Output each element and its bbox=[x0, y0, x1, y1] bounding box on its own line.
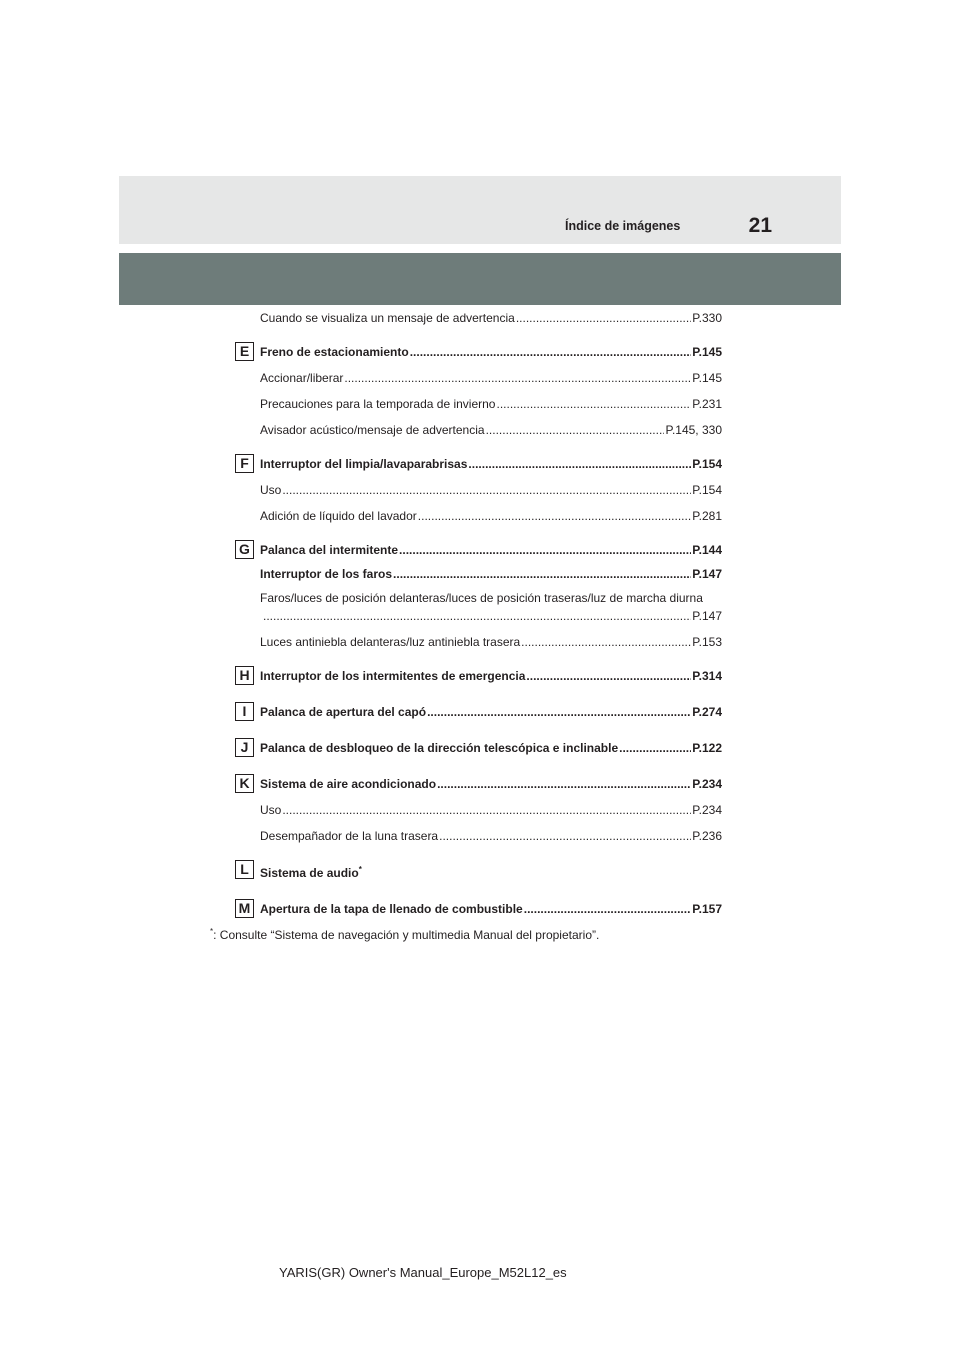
index-block-i bbox=[242, 703, 722, 720]
entry-label: Avisador acústico/mensaje de advertencia bbox=[260, 423, 485, 437]
index-entry bbox=[260, 634, 722, 650]
letter-marker: E bbox=[235, 342, 254, 361]
footnote-mark: * bbox=[210, 927, 214, 936]
page-reference: P.236 bbox=[692, 829, 722, 843]
page-reference: P.274 bbox=[692, 705, 722, 719]
index-heading bbox=[260, 542, 722, 558]
heading-label: Palanca de desbloqueo de la dirección telescópica e inclinable bbox=[260, 741, 619, 755]
page-reference: P.145, 330 bbox=[665, 423, 722, 437]
leader-dots bbox=[427, 704, 691, 720]
index-block-e bbox=[239, 343, 722, 438]
index-heading bbox=[260, 566, 722, 582]
entry-label: Uso bbox=[260, 803, 282, 817]
letter-marker: H bbox=[235, 666, 254, 685]
leader-dots bbox=[496, 396, 691, 412]
page-reference: P.234 bbox=[692, 777, 722, 791]
letter-marker: I bbox=[235, 702, 254, 721]
leader-dots bbox=[619, 740, 691, 756]
leader-dots bbox=[468, 456, 691, 472]
index-entry bbox=[260, 370, 722, 386]
leader-dots bbox=[418, 508, 691, 524]
page-reference: P.234 bbox=[692, 803, 722, 817]
footnote-mark: * bbox=[358, 865, 362, 874]
page-reference: P.145 bbox=[692, 371, 722, 385]
index-heading bbox=[260, 456, 722, 472]
index-block-m bbox=[238, 900, 722, 917]
leader-dots bbox=[393, 566, 691, 582]
entry-label: Adición de líquido del lavador bbox=[260, 509, 417, 523]
heading-label: Palanca del intermitente bbox=[260, 543, 399, 557]
heading-label: Apertura de la tapa de llenado de combustible bbox=[260, 902, 523, 916]
page-reference: P.144 bbox=[692, 543, 722, 557]
heading-label: Interruptor de los faros bbox=[260, 567, 393, 581]
entry-label: Luces antiniebla delanteras/luz antiniebla trasera bbox=[260, 635, 521, 649]
index-entry bbox=[260, 608, 722, 624]
letter-marker: M bbox=[235, 899, 254, 918]
leader-dots bbox=[344, 370, 691, 386]
page-reference: P.231 bbox=[692, 397, 722, 411]
page-reference: P.314 bbox=[692, 669, 722, 683]
heading-label: Freno de estacionamiento bbox=[260, 345, 409, 359]
leader-dots bbox=[516, 310, 691, 326]
entry-label: Desempañador de la luna trasera bbox=[260, 829, 439, 843]
letter-marker: J bbox=[235, 738, 254, 757]
entry-label: Accionar/liberar bbox=[260, 371, 344, 385]
page-reference: P.122 bbox=[692, 741, 722, 755]
page-reference: P.330 bbox=[692, 311, 722, 325]
letter-marker: F bbox=[235, 454, 254, 473]
index-entry bbox=[260, 396, 722, 412]
heading-label: Interruptor del limpia/lavaparabrisas bbox=[260, 457, 468, 471]
index-entry bbox=[260, 828, 722, 844]
heading-label: Sistema de aire acondicionado bbox=[260, 777, 437, 791]
section-title: Índice de imágenes bbox=[565, 219, 681, 233]
page-reference: P.147 bbox=[692, 567, 722, 581]
page-reference: P.157 bbox=[692, 902, 722, 916]
entry-label: Precauciones para la temporada de invierno bbox=[260, 397, 496, 411]
index-heading bbox=[260, 740, 722, 756]
index-block-f bbox=[240, 455, 722, 524]
index-content bbox=[238, 310, 722, 917]
page-number: 21 bbox=[748, 214, 772, 237]
heading-label bbox=[260, 862, 362, 881]
index-entry bbox=[260, 482, 722, 498]
index-heading bbox=[260, 344, 722, 360]
entry-label: Faros/luces de posición delanteras/luces de posición traseras/luz de marcha diurna bbox=[260, 591, 703, 605]
header-band bbox=[119, 176, 841, 244]
leader-dots bbox=[521, 634, 691, 650]
heading-label: Palanca de apertura del capó bbox=[260, 705, 427, 719]
page-reference: P.147 bbox=[692, 609, 722, 623]
entry-label: Cuando se visualiza un mensaje de advertencia bbox=[260, 311, 515, 325]
leader-dots bbox=[486, 422, 665, 438]
index-entry bbox=[260, 310, 722, 326]
page-reference: P.281 bbox=[692, 509, 722, 523]
letter-marker: K bbox=[235, 774, 254, 793]
footnote-text: : Consulte “Sistema de navegación y multimedia Manual del propietario”. bbox=[213, 928, 600, 942]
index-heading bbox=[260, 776, 722, 792]
index-heading bbox=[260, 862, 722, 881]
leader-dots bbox=[399, 542, 691, 558]
page-reference: P.154 bbox=[692, 483, 722, 497]
index-block-h bbox=[239, 667, 722, 684]
leader-dots bbox=[263, 608, 691, 624]
page-reference: P.153 bbox=[692, 635, 722, 649]
index-block-k bbox=[239, 775, 722, 844]
leader-dots bbox=[439, 828, 691, 844]
leader-dots bbox=[437, 776, 691, 792]
index-block-j bbox=[240, 739, 722, 756]
index-entry bbox=[260, 802, 722, 818]
footnote bbox=[210, 927, 599, 942]
index-heading bbox=[260, 668, 722, 684]
letter-marker: G bbox=[235, 540, 254, 559]
letter-marker: L bbox=[235, 860, 254, 879]
index-block-g bbox=[239, 541, 722, 650]
leader-dots bbox=[524, 901, 691, 917]
index-block-l bbox=[240, 861, 722, 881]
leader-dots bbox=[526, 668, 691, 684]
index-heading bbox=[260, 704, 722, 720]
entry-label: Uso bbox=[260, 483, 282, 497]
footer-text: YARIS(GR) Owner's Manual_Europe_M52L12_es bbox=[279, 1265, 567, 1280]
leader-dots bbox=[282, 482, 691, 498]
leader-dots bbox=[282, 802, 691, 818]
index-entry bbox=[260, 422, 722, 438]
heading-label: Interruptor de los intermitentes de emergencia bbox=[260, 669, 526, 683]
page-reference: P.145 bbox=[692, 345, 722, 359]
page-reference: P.154 bbox=[692, 457, 722, 471]
header-dark-band bbox=[119, 253, 841, 305]
index-heading bbox=[260, 901, 722, 917]
leader-dots bbox=[410, 344, 691, 360]
heading-text: Sistema de audio bbox=[260, 866, 359, 880]
index-entry bbox=[260, 508, 722, 524]
